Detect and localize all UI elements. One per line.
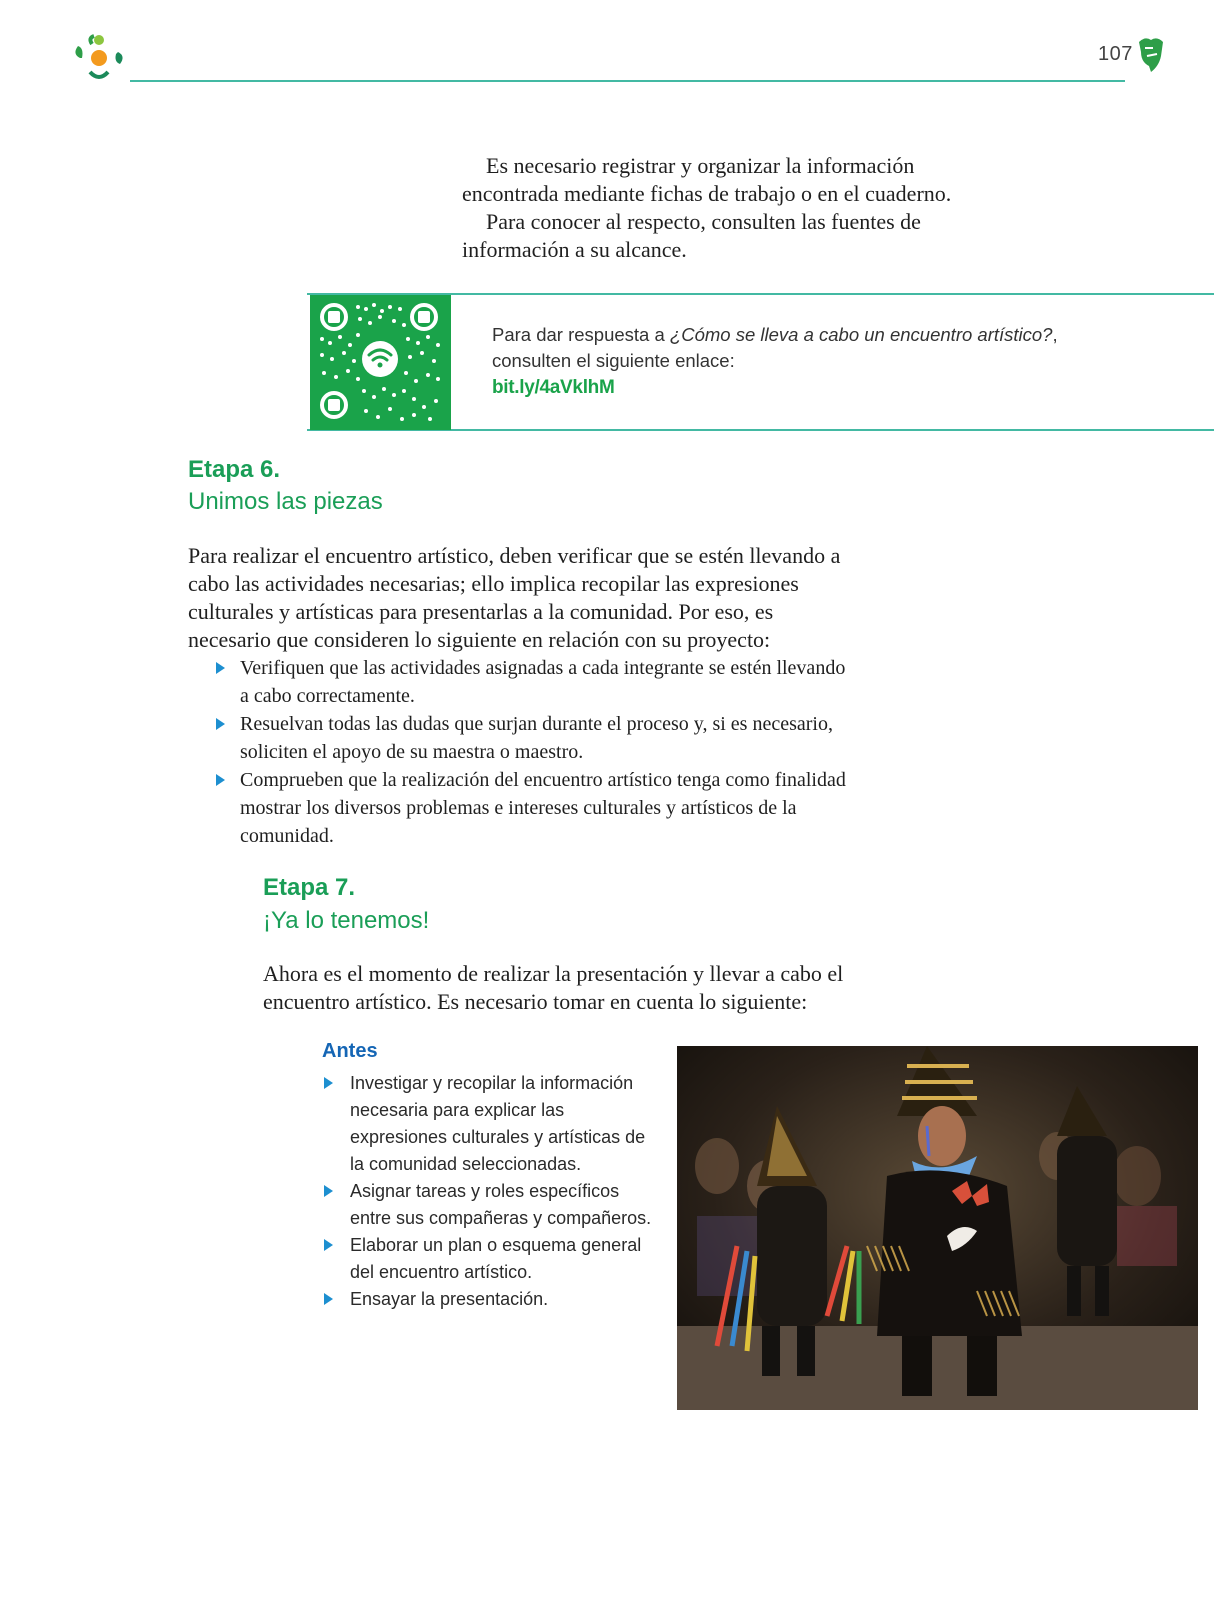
- etapa6-subtitle: Unimos las piezas: [188, 488, 383, 515]
- dancer-photo-illustration: [677, 1046, 1198, 1410]
- antes-item-text: Investigar y recopilar la información necesaria para explicar las expresiones culturales y artísticas de la comunidad seleccionadas.: [350, 1073, 646, 1174]
- glyph-icon: [1135, 36, 1165, 76]
- bullet-triangle-icon: [216, 774, 225, 786]
- list-item: [322, 1178, 652, 1232]
- etapa6-title: Etapa 6.: [188, 456, 281, 483]
- etapa6-paragraph: Para realizar el encuentro artístico, deben verificar que se estén llevando a cabo las actividades necesarias; ello implica recopilar las expresiones culturales y artísticas para presentarlas a la comunidad. Por eso, es necesario que consideren lo siguiente en relación con su proyecto:: [188, 543, 841, 652]
- etapa7-subtitle: ¡Ya lo tenemos!: [263, 907, 430, 934]
- qr-text-prefix: Para dar respuesta a: [492, 324, 670, 345]
- qr-pattern-icon: [310, 295, 451, 430]
- bullet-triangle-icon: [324, 1239, 333, 1251]
- antes-item-text: Elaborar un plan o esquema general del encuentro artístico.: [350, 1235, 642, 1282]
- antes-title: Antes: [322, 1040, 378, 1062]
- dancer-photo: [677, 1046, 1198, 1410]
- bullet-triangle-icon: [324, 1185, 333, 1197]
- bullet-text: Comprueben que la realización del encuentro artístico tenga como finalidad mostrar los diversos problemas e intereses culturales y artísticos de la comunidad.: [240, 769, 846, 847]
- bullet-triangle-icon: [324, 1077, 333, 1089]
- etapa7-title: Etapa 7.: [263, 874, 356, 901]
- bullet-triangle-icon: [324, 1293, 333, 1305]
- list-item: [188, 710, 858, 766]
- bullet-text: Verifiquen que las actividades asignadas a cada integrante se estén llevando a cabo correctamente.: [240, 657, 846, 707]
- qr-link[interactable]: bit.ly/4aVklhM: [492, 377, 615, 398]
- qr-question: ¿Cómo se lleva a cabo un encuentro artístico?: [669, 324, 1053, 345]
- etapa7-paragraph: Ahora es el momento de realizar la presentación y llevar a cabo el encuentro artístico. Es necesario tomar en cuenta lo siguiente:: [263, 961, 844, 1014]
- etapa6-bullet-list: [188, 654, 858, 850]
- list-item: [322, 1286, 652, 1313]
- etapa7-section: [263, 960, 863, 1016]
- list-item: [188, 766, 858, 850]
- qr-code[interactable]: [310, 295, 451, 430]
- qr-instructions: [492, 322, 1092, 401]
- intro-text: [462, 152, 1002, 264]
- list-item: [322, 1070, 652, 1178]
- bullet-triangle-icon: [216, 662, 225, 674]
- qr-text-suffix: , consulten el siguiente enlace:: [492, 324, 1058, 371]
- book-logo-icon: [70, 32, 128, 84]
- page-number: 107: [1098, 43, 1133, 65]
- antes-item-text: Ensayar la presentación.: [350, 1289, 549, 1309]
- bullet-triangle-icon: [216, 718, 225, 730]
- etapa6-section: [188, 542, 858, 850]
- list-item: [188, 654, 858, 710]
- header-rule: [130, 80, 1125, 82]
- bullet-text: Resuelvan todas las dudas que surjan durante el proceso y, si es necesario, soliciten el apoyo de su maestra o maestro.: [240, 713, 833, 763]
- intro-paragraph-1: Es necesario registrar y organizar la información encontrada mediante fichas de trabajo o en el cuaderno.: [462, 153, 952, 206]
- antes-item-text: Asignar tareas y roles específicos entre sus compañeras y compañeros.: [350, 1181, 652, 1228]
- antes-list: [322, 1070, 652, 1313]
- antes-section: [322, 1070, 652, 1313]
- list-item: [322, 1232, 652, 1286]
- intro-paragraph-2: Para conocer al respecto, consulten las fuentes de información a su alcance.: [462, 209, 921, 262]
